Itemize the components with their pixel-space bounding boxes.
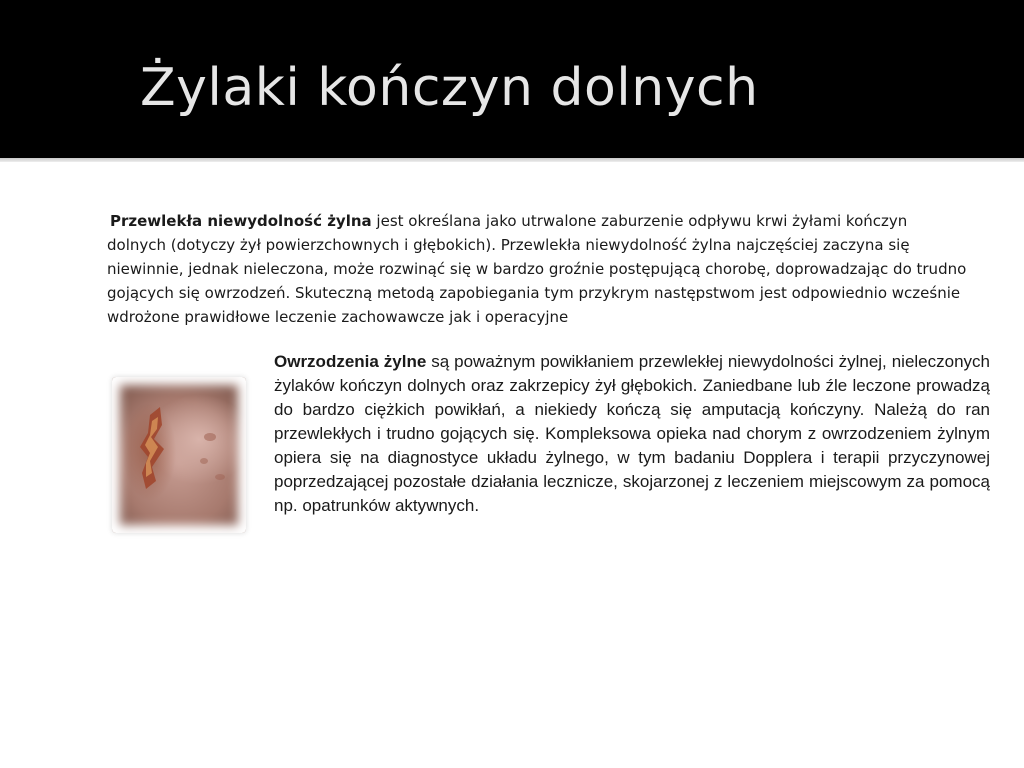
intro-text: jest określana jako utrwalone zaburzenie odpływu krwi żyłami kończyn dolnych (dotyczy żył powierzchownych i głębokich). Przewlekła niewydolność żylna najczęściej zaczyna się niewinnie, jednak nieleczona, może rozwinąć się w bardzo groźnie postępującą chorobę, doprowadzając do trudno gojących się owrzodzeń. Skuteczną metodą zapobiegania tym przykrym następstwom jest odpowiednio wcześnie wdrożone prawidłowe leczenie zachowawcze jak i operacyjne	[107, 212, 967, 326]
ulcers-paragraph	[274, 350, 990, 518]
intro-lead: Przewlekła niewydolność żylna	[110, 212, 372, 230]
intro-paragraph	[107, 209, 969, 329]
slide-title: Żylaki kończyn dolnych	[140, 58, 759, 118]
ulcer-photo	[112, 377, 246, 533]
ulcers-text: są poważnym powikłaniem przewlekłej niewydolności żylnej, nieleczonych żylaków kończyn dolnych oraz zakrzepicy żył głębokich. Zaniedbane lub źle leczone prowadzą do bardzo ciężkich powikłań, a niekiedy kończą się amputacją kończyny. Należą do ran przewlekłych i trudno gojących się. Kompleksowa opieka nad chorym z owrzodzeniem żylnym opiera się na diagnostyce układu żylnego, w tym badaniu Dopplera i terapii przyczynowej poprzedzającej pozostałe działania lecznicze, skojarzonej z leczeniem miejscowym za pomocą np. opatrunków aktywnych.	[274, 352, 990, 515]
title-band	[0, 0, 1024, 158]
ulcers-lead: Owrzodzenia żylne	[274, 352, 427, 371]
ulcer-wound-graphic	[112, 377, 246, 533]
